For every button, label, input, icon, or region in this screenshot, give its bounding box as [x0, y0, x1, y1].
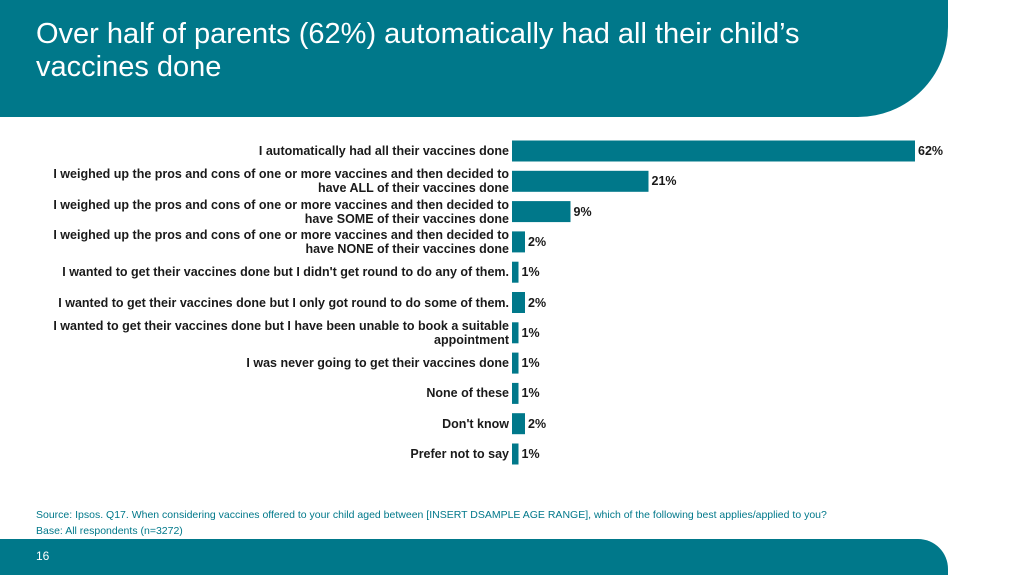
category-label: I wanted to get their vaccines done but I only got round to do some of them. — [58, 295, 509, 310]
base-text: Base: All respondents (n=3272) — [36, 525, 183, 537]
value-label: 1% — [521, 356, 540, 371]
value-label: 9% — [573, 204, 592, 219]
value-label: 2% — [528, 295, 547, 310]
value-label: 21% — [651, 174, 677, 189]
bar — [512, 201, 571, 222]
page-number: 16 — [36, 549, 50, 563]
page-title: Over half of parents (62%) automatically had all their child’s vaccines done — [36, 18, 800, 83]
bar-chart — [0, 130, 1024, 475]
bar — [512, 444, 519, 465]
category-label: Don't know — [442, 416, 509, 431]
value-label: 62% — [918, 144, 944, 158]
bar — [512, 141, 915, 162]
category-label: I was never going to get their vaccines done — [246, 356, 509, 371]
category-label: I wanted to get their vaccines done but I have been unable to book a suitable appointment — [53, 318, 509, 347]
value-label: 2% — [528, 234, 547, 249]
bar — [512, 413, 525, 434]
value-label: 1% — [521, 386, 540, 401]
bar — [512, 292, 525, 313]
value-label: 2% — [528, 416, 547, 431]
source-text: Source: Ipsos. Q17. When considering vaccines offered to your child aged between [INSERT DSAMPLE AGE RANGE], which of the following best applies/applied to you? — [36, 509, 827, 521]
category-label: None of these — [426, 386, 509, 401]
value-label: 1% — [521, 447, 540, 461]
header-banner — [0, 0, 948, 117]
bar — [512, 231, 525, 252]
bar — [512, 262, 519, 283]
category-label: I weighed up the pros and cons of one or more vaccines and then decided to have NONE of their vaccines done — [53, 227, 509, 256]
category-label: I wanted to get their vaccines done but I didn't get round to do any of them. — [62, 265, 509, 280]
footer-banner — [0, 539, 948, 575]
bar — [512, 322, 519, 343]
value-label: 1% — [521, 265, 540, 280]
category-label: Prefer not to say — [410, 447, 509, 461]
source-note — [36, 507, 827, 539]
bar — [512, 353, 519, 374]
value-label: 1% — [521, 325, 540, 340]
bar — [512, 383, 519, 404]
category-label: I weighed up the pros and cons of one or more vaccines and then decided to have SOME of their vaccines done — [53, 197, 509, 226]
category-label: I weighed up the pros and cons of one or more vaccines and then decided to have ALL of their vaccines done — [53, 167, 509, 196]
category-label: I automatically had all their vaccines done — [258, 144, 509, 158]
bar — [512, 171, 649, 192]
